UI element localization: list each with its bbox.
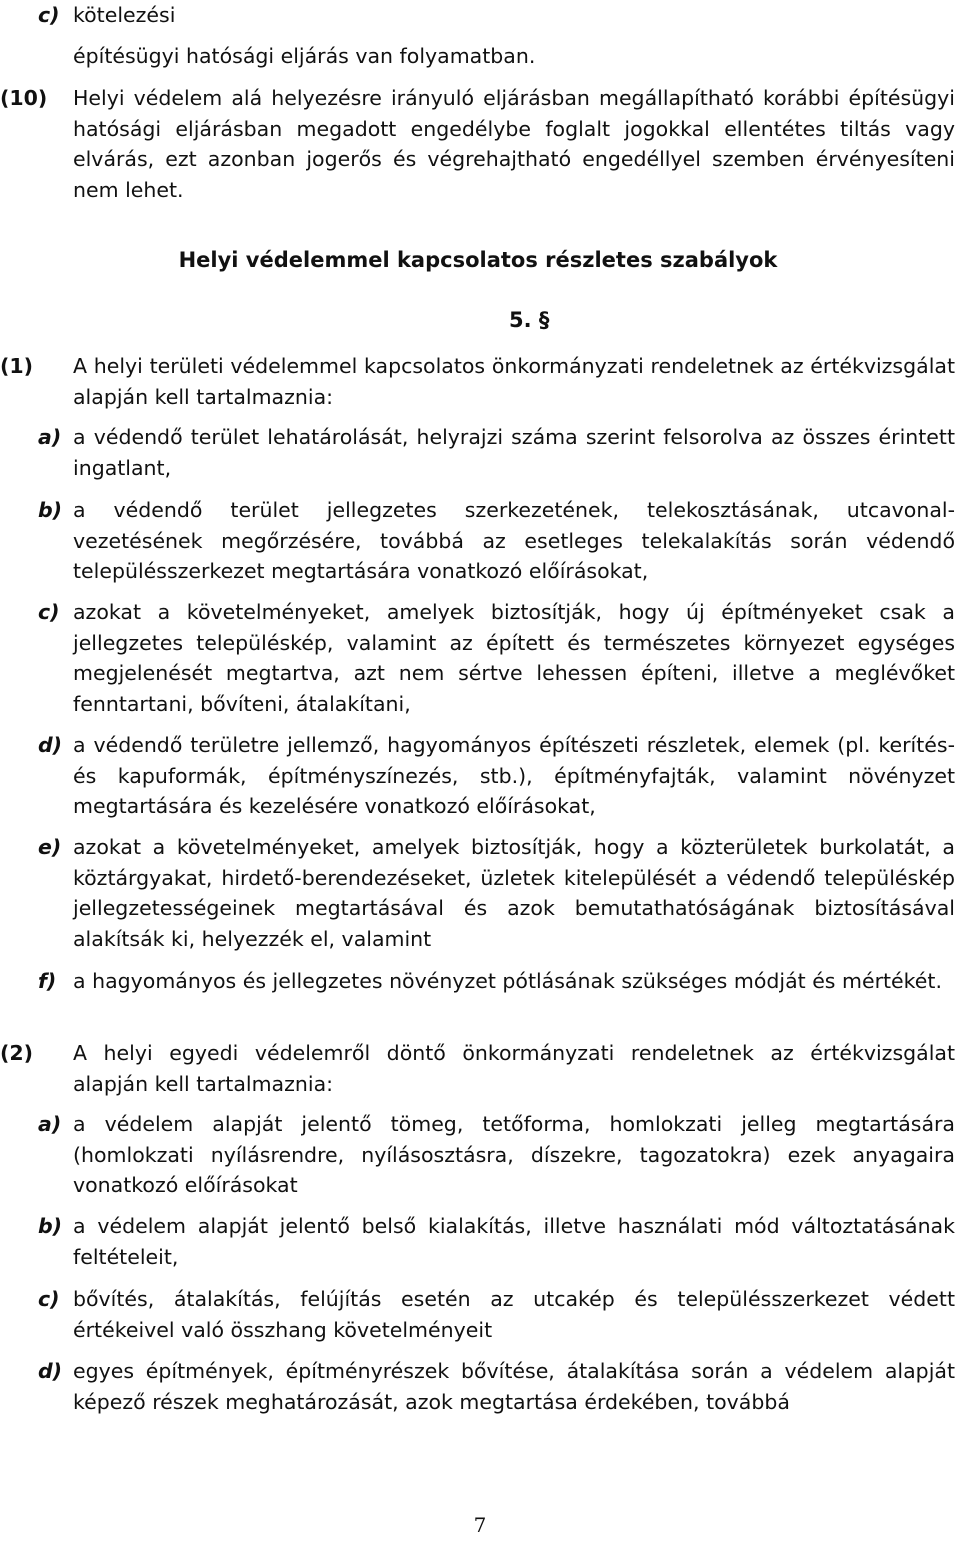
page-number: 7 bbox=[473, 1513, 487, 1537]
item-text: a védendő területre jellemző, hagyományos építészeti részletek, elemek (pl. kerítés- és kapuformák, építményszínezés, stb.), építményfajták, valamint növényzet megtartására és kezelésére vonatkozó előírásokat, bbox=[73, 733, 955, 818]
item-label: c) bbox=[38, 600, 60, 624]
paragraph-text: A helyi területi védelemmel kapcsolatos önkormányzati rendeletnek az értékvizsgálat alapján kell tartalmaznia: bbox=[73, 354, 955, 409]
item-text: azokat a követelményeket, amelyek biztosítják, hogy új építményeket csak a jellegzetes településkép, valamint az épített és természetes környezet egységes megjelenését megtartva, azt nem sértve lehessen építeni, illetve a meglévőket fenntartani, bővíteni, átalakítani, bbox=[73, 600, 955, 716]
item-text: a védelem alapját jelentő tömeg, tetőforma, homlokzati jelleg megtartására (homlokzati nyílásrendre, nyílásosztásra, díszekre, tagozatokra) ezek anyagaira vonatkozó előírásokat bbox=[73, 1112, 955, 1197]
item-label: c) bbox=[38, 1287, 60, 1311]
section-heading: Helyi védelemmel kapcsolatos részletes szabályok bbox=[178, 248, 778, 272]
paragraph-text: A helyi egyedi védelemről döntő önkormányzati rendeletnek az értékvizsgálat alapján kell tartalmaznia: bbox=[73, 1041, 955, 1096]
item-label: e) bbox=[38, 835, 62, 859]
item-text: a hagyományos és jellegzetes növényzet pótlásának szükséges módját és mértékét. bbox=[73, 969, 942, 993]
item-text: azokat a követelményeket, amelyek biztosítják, hogy a közterületek burkolatát, a köztárgyakat, hirdető-berendezéseket, üzletek kitelepülését a védendő településkép jellegzetességeinek megtartásával és azok bemutathatóságának biztosításával alakítsák ki, helyezzék el, valamint bbox=[73, 835, 955, 951]
item-label: b) bbox=[38, 498, 63, 522]
item-text: bővítés, átalakítás, felújítás esetén az utcakép és településszerkezet védett értékeivel való összhang követelményeit bbox=[73, 1287, 955, 1342]
item-text: a védendő terület jellegzetes szerkezetének, telekosztásának, utcavonal-vezetésének megőrzésére, továbbá az esetleges telekalakítás során védendő településszerkezet megtartására vonatkozó előírásokat, bbox=[73, 498, 955, 583]
item-label: a) bbox=[38, 1112, 62, 1136]
section-number: 5. § bbox=[509, 308, 550, 332]
paragraph-label: (10) bbox=[0, 86, 48, 110]
paragraph-label: (1) bbox=[0, 354, 34, 378]
item-label: d) bbox=[38, 1359, 63, 1383]
item-label: a) bbox=[38, 425, 62, 449]
item-text: egyes építmények, építményrészek bővítése, átalakítása során a védelem alapját képező részek meghatározását, azok megtartása érdekében, továbbá bbox=[73, 1359, 955, 1414]
item-label: c) bbox=[38, 3, 60, 27]
item-text: kötelezési bbox=[73, 3, 176, 27]
item-text: a védendő terület lehatárolását, helyrajzi száma szerint felsorolva az összes érintett ingatlant, bbox=[73, 425, 955, 480]
paragraph-label: (2) bbox=[0, 1041, 34, 1065]
item-label: f) bbox=[38, 969, 57, 993]
paragraph-text: Helyi védelem alá helyezésre irányuló eljárásban megállapítható korábbi építésügyi hatósági eljárásban megadott engedélybe foglalt jogokkal ellentétes tiltás vagy elvárás, ezt azonban jogerős és végrehajtható engedéllyel szemben érvényesíteni nem lehet. bbox=[73, 86, 955, 202]
item-text: a védelem alapját jelentő belső kialakítás, illetve használati mód változtatásának feltételeit, bbox=[73, 1214, 955, 1269]
item-label: b) bbox=[38, 1214, 63, 1238]
item-label: d) bbox=[38, 733, 63, 757]
continuation-text: építésügyi hatósági eljárás van folyamatban. bbox=[73, 44, 536, 68]
